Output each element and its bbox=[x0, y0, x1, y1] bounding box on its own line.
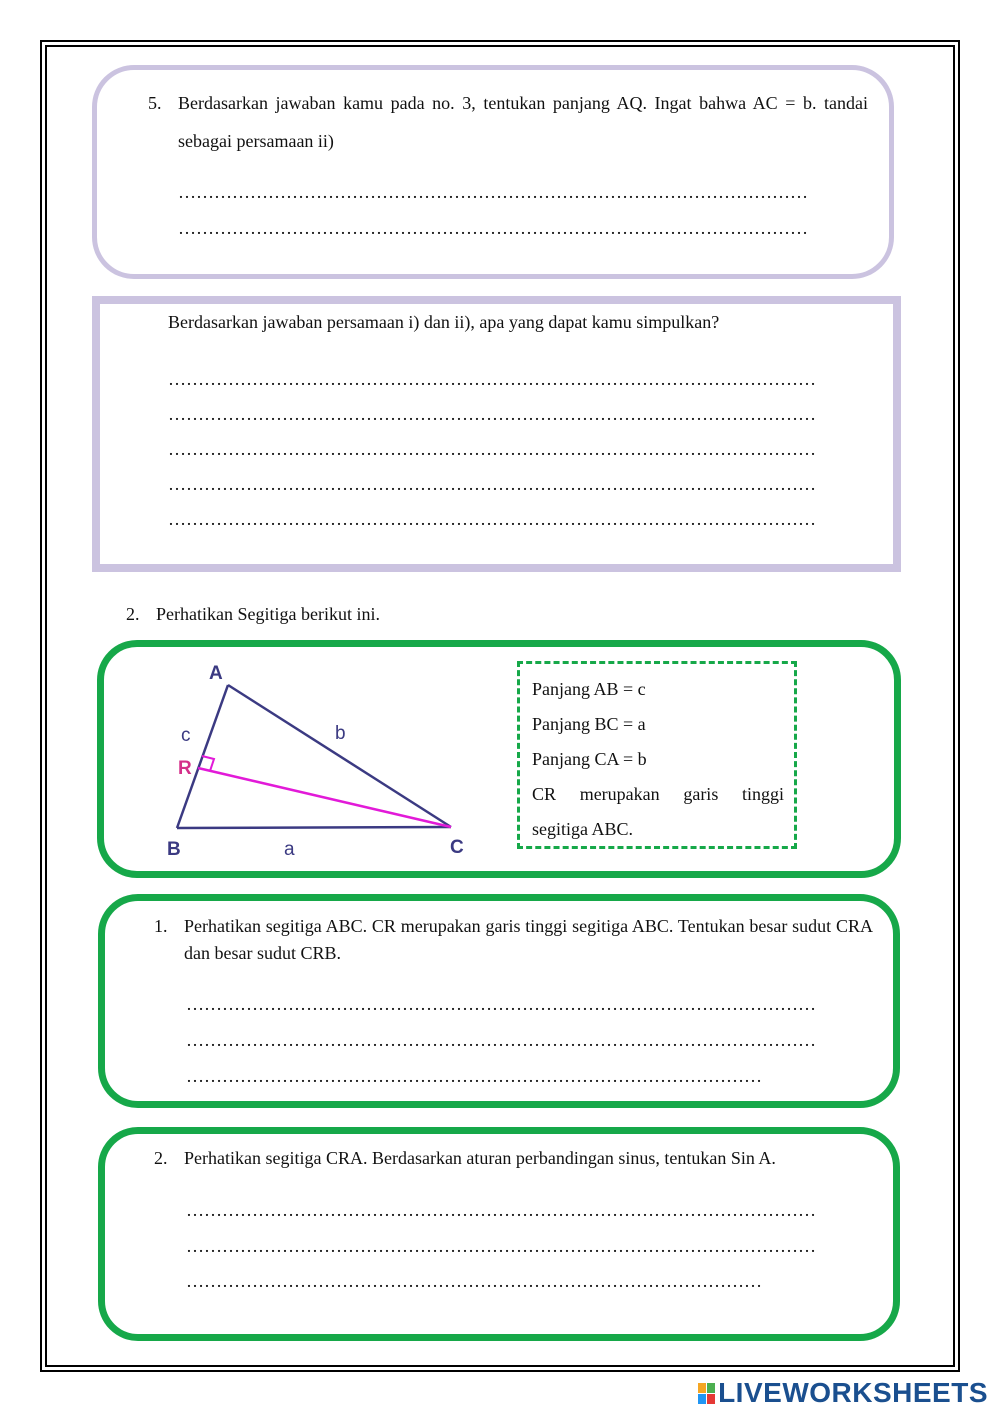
answer-line[interactable]: ……………………………………………………………………………………………… bbox=[168, 439, 816, 459]
info-line-ca: Panjang CA = b bbox=[532, 749, 647, 769]
side-label-b: b bbox=[335, 723, 346, 744]
vertex-label-c: C bbox=[450, 837, 464, 858]
vertex-label-a: A bbox=[209, 663, 223, 684]
question-5 bbox=[148, 84, 868, 160]
answer-line[interactable]: …………………………………………………………………………………………… bbox=[186, 1200, 816, 1220]
side-ac bbox=[228, 685, 451, 827]
section-2-title: Perhatikan Segitiga berikut ini. bbox=[156, 604, 380, 624]
question-2 bbox=[154, 1145, 873, 1172]
point-label-r: R bbox=[178, 758, 192, 779]
answer-line[interactable]: …………………………………………………………………………………………… bbox=[186, 1030, 816, 1050]
question-2-text: Perhatikan segitiga CRA. Berdasarkan aturan perbandingan sinus, tentukan Sin A. bbox=[184, 1148, 776, 1168]
triangle-figure bbox=[160, 655, 490, 865]
logo-icon bbox=[698, 1383, 714, 1403]
question-1-number: 1. bbox=[154, 916, 168, 936]
question-1-text: Perhatikan segitiga ABC. CR merupakan garis tinggi segitiga ABC. Tentukan besar sudut CRA dan besar sudut CRB. bbox=[184, 916, 873, 963]
liveworksheets-logo bbox=[698, 1378, 988, 1408]
answer-line[interactable]: …………………………………………………………………………………… bbox=[186, 1271, 762, 1291]
vertex-label-b: B bbox=[167, 839, 181, 860]
answer-line[interactable]: …………………………………………………………………………………………… bbox=[178, 182, 808, 202]
side-bc bbox=[177, 827, 451, 828]
side-label-c: c bbox=[181, 725, 191, 746]
answer-line[interactable]: …………………………………………………………………………………………… bbox=[178, 218, 808, 238]
info-altitude-note: CR merupakan garis tinggi segitiga ABC. bbox=[532, 784, 784, 839]
conclusion-question: Berdasarkan jawaban persamaan i) dan ii), apa yang dapat kamu simpulkan? bbox=[168, 312, 720, 332]
question-1 bbox=[154, 913, 873, 967]
info-line-ab: Panjang AB = c bbox=[532, 679, 646, 699]
question-2-number: 2. bbox=[154, 1148, 168, 1168]
answer-line[interactable]: ……………………………………………………………………………………………… bbox=[168, 509, 816, 529]
section-2-heading bbox=[126, 601, 380, 628]
info-line-bc: Panjang BC = a bbox=[532, 714, 646, 734]
answer-line[interactable]: ……………………………………………………………………………………………… bbox=[168, 404, 816, 424]
question-5-text: Berdasarkan jawaban kamu pada no. 3, tentukan panjang AQ. Ingat bahwa AC = b. tandai sebagai persamaan ii) bbox=[178, 93, 868, 151]
altitude-cr bbox=[198, 768, 451, 827]
answer-line[interactable]: ……………………………………………………………………………………………… bbox=[168, 474, 816, 494]
conclusion-box bbox=[92, 296, 901, 572]
section-2-number: 2. bbox=[126, 604, 140, 624]
side-label-a: a bbox=[284, 839, 295, 860]
question-5-number: 5. bbox=[148, 93, 162, 113]
logo-text: LIVEWORKSHEETS bbox=[718, 1377, 988, 1408]
answer-line[interactable]: …………………………………………………………………………………………… bbox=[186, 1236, 816, 1256]
answer-line[interactable]: …………………………………………………………………………………………… bbox=[186, 994, 816, 1014]
triangle-info-box bbox=[517, 661, 797, 849]
answer-line[interactable]: ……………………………………………………………………………………………… bbox=[168, 369, 816, 389]
answer-line[interactable]: …………………………………………………………………………………… bbox=[186, 1066, 762, 1086]
